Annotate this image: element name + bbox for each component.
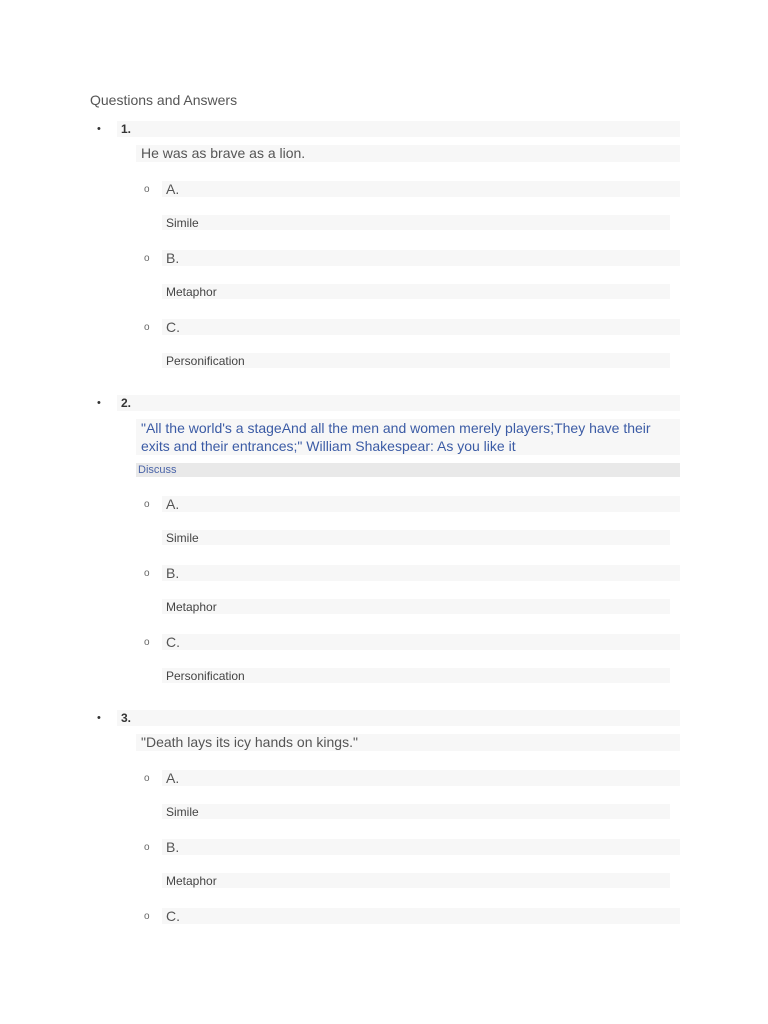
option-letter: B.: [166, 839, 180, 855]
option-bullet: o: [144, 568, 150, 579]
option-letter-band: [162, 181, 680, 197]
option-letter: A.: [166, 496, 180, 512]
option-text-band: [162, 530, 670, 545]
option-letter: B.: [166, 250, 180, 266]
option-bullet: o: [144, 499, 150, 510]
discuss-bar: [136, 463, 680, 477]
option-bullet: o: [144, 637, 150, 648]
option-text: Simile: [166, 805, 199, 819]
option-letter-band: [162, 634, 680, 650]
option-bullet: o: [144, 184, 150, 195]
page-title: Questions and Answers: [90, 92, 238, 108]
option-bullet: o: [144, 322, 150, 333]
option-bullet: o: [144, 842, 150, 853]
option-letter-band: [162, 319, 680, 335]
question-text: "Death lays its icy hands on kings.": [141, 734, 358, 750]
question-text: He was as brave as a lion.: [141, 145, 306, 161]
option-letter-band: [162, 496, 680, 512]
question-text-link[interactable]: "All the world's a stageAnd all the men and women merely players;They have their exits and their entrances;" William Shakespear: As you like it: [141, 420, 651, 454]
option-letter-band: [162, 250, 680, 266]
option-letter: C.: [166, 908, 180, 924]
option-letter: C.: [166, 634, 180, 650]
option-bullet: o: [144, 911, 150, 922]
question-bullet: •: [97, 397, 101, 409]
discuss-link[interactable]: Discuss: [138, 464, 177, 476]
option-letter-band: [162, 565, 680, 581]
option-text-band: [162, 284, 670, 299]
option-text-band: [162, 599, 670, 614]
option-text: Personification: [166, 354, 245, 368]
option-bullet: o: [144, 773, 150, 784]
option-text: Personification: [166, 669, 245, 683]
option-text: Simile: [166, 216, 199, 230]
question-number: 1.: [121, 122, 132, 136]
question-bullet: •: [97, 712, 101, 724]
option-letter: A.: [166, 181, 180, 197]
option-text: Metaphor: [166, 285, 217, 299]
option-text-band: [162, 804, 670, 819]
option-letter: A.: [166, 770, 180, 786]
option-letter: C.: [166, 319, 180, 335]
option-text-band: [162, 873, 670, 888]
question-number: 2.: [121, 396, 132, 410]
option-letter-band: [162, 839, 680, 855]
option-text: Metaphor: [166, 600, 217, 614]
question-number-band: [117, 395, 680, 411]
option-letter-band: [162, 770, 680, 786]
option-letter-band: [162, 908, 680, 924]
question-bullet: •: [97, 123, 101, 135]
question-number-band: [117, 121, 680, 137]
option-bullet: o: [144, 253, 150, 264]
option-text: Metaphor: [166, 874, 217, 888]
option-letter: B.: [166, 565, 180, 581]
question-number: 3.: [121, 711, 132, 725]
option-text: Simile: [166, 531, 199, 545]
question-number-band: [117, 710, 680, 726]
option-text-band: [162, 215, 670, 230]
